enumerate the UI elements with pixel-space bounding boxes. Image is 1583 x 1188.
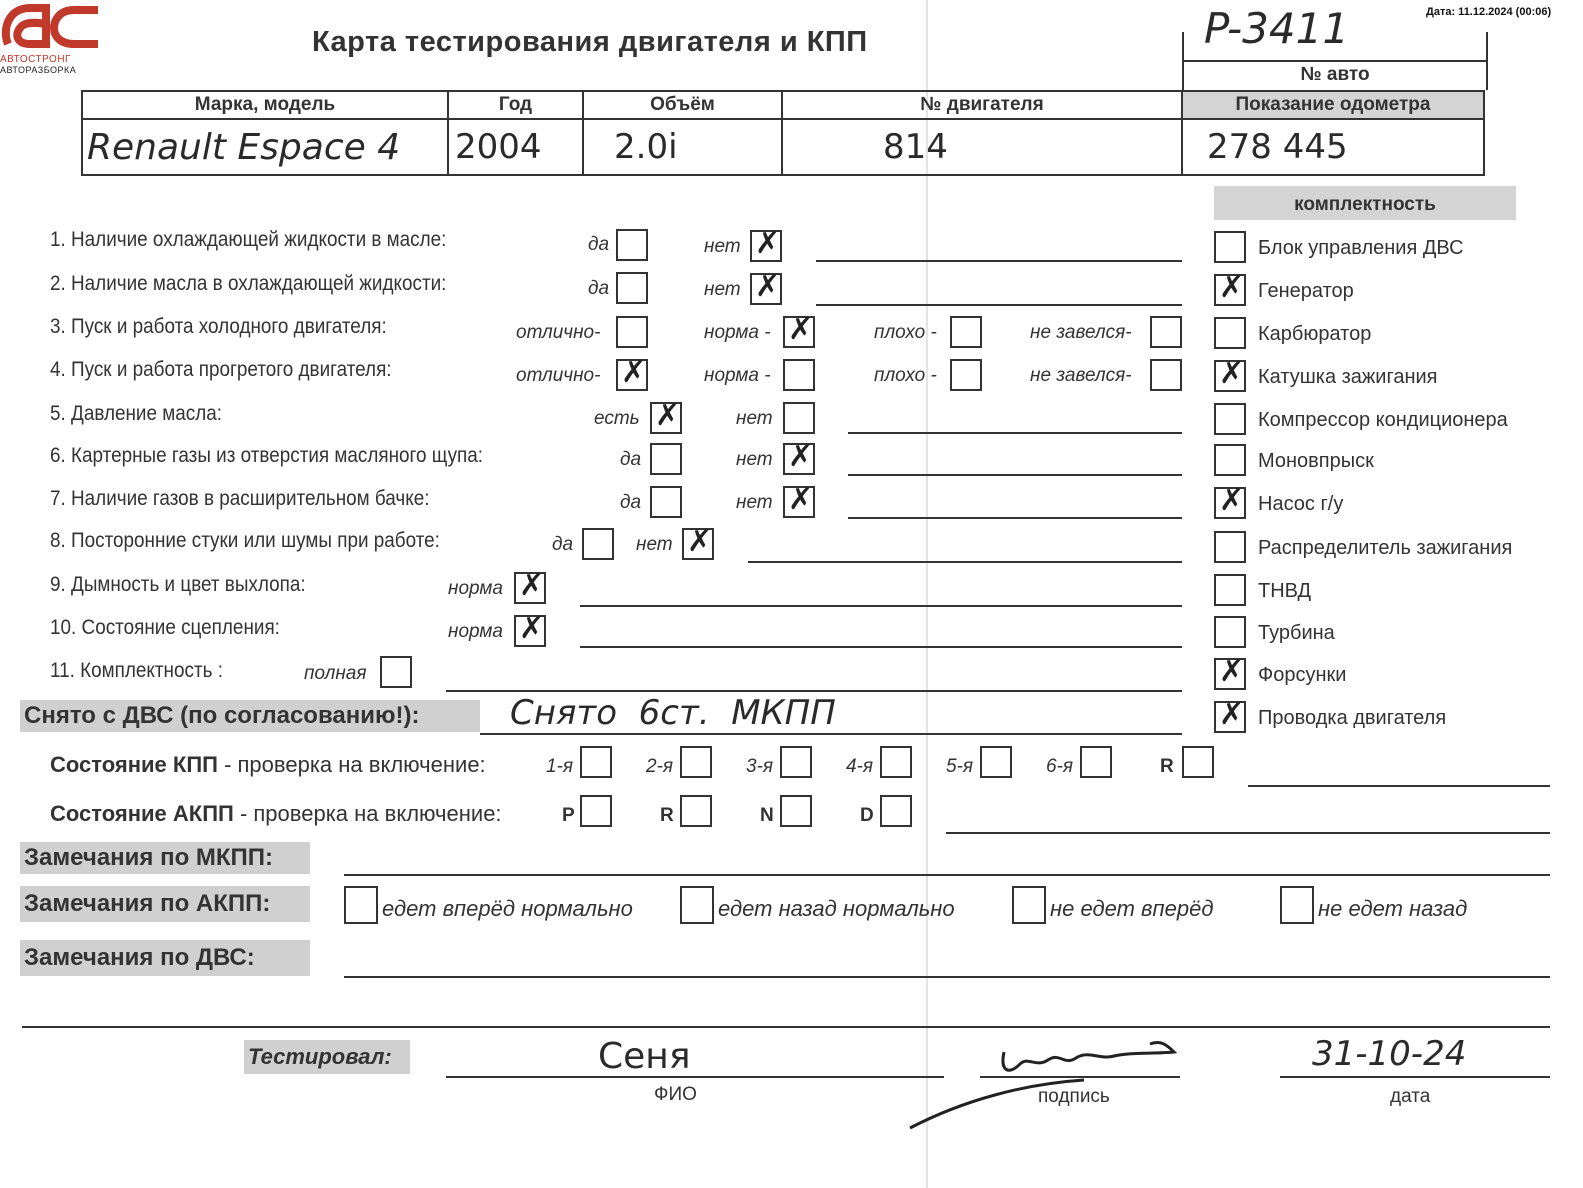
kpp-gear-6-checkbox[interactable]	[1080, 746, 1112, 778]
comp-injectors-label: Форсунки	[1258, 664, 1347, 686]
q8-opt-yes: да	[552, 534, 574, 555]
comp-ac-compressor-label: Компрессор кондиционера	[1258, 409, 1508, 431]
comp-generator-checkbox[interactable]	[1214, 274, 1246, 306]
akpp-forward-ok-checkbox[interactable]	[344, 886, 378, 924]
signature-image	[904, 1030, 1184, 1134]
q2-no-checkbox[interactable]	[750, 273, 782, 305]
tested-name-line	[446, 1076, 944, 1078]
q3-normal-checkbox[interactable]	[783, 316, 815, 348]
comp-generator-label: Генератор	[1258, 280, 1354, 302]
q11-note-line	[446, 690, 1182, 692]
q1-opt-no: нет	[704, 236, 741, 257]
q3-no-start-checkbox[interactable]	[1150, 316, 1182, 348]
q4-opt-bad: плохо -	[874, 365, 937, 386]
remarks-mkpp-label: Замечания по МКПП:	[20, 842, 310, 874]
q4-excellent-checkbox[interactable]	[616, 359, 648, 391]
question-1: 1. Наличие охлаждающей жидкости в масле:	[50, 228, 447, 251]
caption-date: дата	[1390, 1086, 1431, 1107]
header-odometer: Показание одометра	[1182, 91, 1484, 119]
q1-yes-checkbox[interactable]	[616, 229, 648, 261]
tested-label: Тестировал:	[244, 1040, 410, 1074]
akpp-mode-n-label: N	[760, 805, 774, 826]
akpp-mode-r-label: R	[660, 805, 674, 826]
akpp-mode-p-label: P	[562, 805, 575, 826]
header-model: Марка, модель	[82, 91, 448, 119]
q4-opt-excellent: отлично-	[516, 365, 601, 386]
kpp-gear-3-checkbox[interactable]	[780, 746, 812, 778]
remarks-extra-line	[22, 1026, 1550, 1028]
kpp-gear-6-label: 6-я	[1046, 756, 1074, 777]
comp-carburetor-checkbox[interactable]	[1214, 317, 1246, 349]
comp-ignition-coil-checkbox[interactable]	[1214, 360, 1246, 392]
akpp-mode-p-checkbox[interactable]	[580, 795, 612, 827]
q6-opt-yes: да	[620, 449, 642, 470]
tested-sign-line	[980, 1076, 1180, 1078]
q7-yes-checkbox[interactable]	[650, 486, 682, 518]
akpp-forward-ok-label: едет вперёд нормально	[382, 896, 633, 921]
question-2: 2. Наличие масла в охлаждающей жидкости:	[50, 272, 447, 295]
kpp-gear-5-label: 5-я	[946, 756, 974, 777]
question-9: 9. Дымность и цвет выхлопа:	[50, 573, 306, 596]
question-10: 10. Состояние сцепления:	[50, 616, 280, 639]
volume-value: 2.0i	[583, 119, 782, 175]
akpp-mode-n-checkbox[interactable]	[780, 795, 812, 827]
q7-opt-yes: да	[620, 492, 642, 513]
tested-date-line	[1280, 1076, 1550, 1078]
year-value: 2004	[448, 119, 583, 175]
comp-tnvd-label: ТНВД	[1258, 580, 1312, 602]
q1-opt-yes: да	[588, 234, 610, 255]
remarks-dvs-label: Замечания по ДВС:	[20, 940, 310, 976]
akpp-note-line	[946, 832, 1550, 834]
akpp-no-forward-label: не едет вперёд	[1050, 896, 1214, 921]
vehicle-table	[81, 90, 1485, 176]
q6-yes-checkbox[interactable]	[650, 443, 682, 475]
comp-ps-pump-label: Насос г/у	[1258, 493, 1344, 515]
kpp-label: Состояние КПП - проверка на включение:	[50, 752, 486, 777]
kpp-gear-2-checkbox[interactable]	[680, 746, 712, 778]
kpp-gear-2-label: 2-я	[646, 756, 674, 777]
q3-opt-excellent: отлично-	[516, 322, 601, 343]
kpp-gear-5-checkbox[interactable]	[980, 746, 1012, 778]
q2-note-line	[816, 304, 1182, 306]
paper-fold-line	[926, 0, 928, 1188]
comp-wiring-label: Проводка двигателя	[1258, 707, 1447, 729]
question-11: 11. Комплектность :	[50, 659, 223, 682]
comp-ecu-checkbox[interactable]	[1214, 231, 1246, 263]
q4-bad-checkbox[interactable]	[950, 359, 982, 391]
comp-carburetor-label: Карбюратор	[1258, 323, 1372, 345]
q6-opt-no: нет	[736, 449, 773, 470]
kpp-gear-r-label: R	[1160, 756, 1174, 777]
q5-no-checkbox[interactable]	[783, 402, 815, 434]
remarks-dvs-line	[344, 976, 1550, 978]
q7-no-checkbox[interactable]	[783, 486, 815, 518]
akpp-no-back-checkbox[interactable]	[1280, 886, 1314, 924]
removed-value: Снято 6ст. МКПП	[510, 693, 836, 733]
q2-yes-checkbox[interactable]	[616, 272, 648, 304]
q9-normal-checkbox[interactable]	[514, 572, 546, 604]
remarks-mkpp-line	[344, 874, 1550, 876]
comp-monoinjection-checkbox[interactable]	[1214, 444, 1246, 476]
q4-no-start-checkbox[interactable]	[1150, 359, 1182, 391]
company-logo-text: АВТОСТРОНГ АВТОРАЗБОРКА	[0, 54, 77, 75]
kpp-gear-r-checkbox[interactable]	[1182, 746, 1214, 778]
question-8: 8. Посторонние стуки или шумы при работе:	[50, 529, 440, 552]
comp-ecu-label: Блок управления ДВС	[1258, 237, 1464, 259]
akpp-mode-r-checkbox[interactable]	[680, 795, 712, 827]
model-value: Renault Espace 4	[82, 119, 448, 175]
question-3: 3. Пуск и работа холодного двигателя:	[50, 315, 387, 338]
engine-value: 814	[782, 119, 1182, 175]
kpp-gear-4-checkbox[interactable]	[880, 746, 912, 778]
header-year: Год	[448, 91, 583, 119]
auto-number-box	[1182, 4, 1488, 90]
q5-opt-yes: есть	[594, 408, 640, 429]
completeness-header: комплектность	[1214, 186, 1516, 220]
q11-opt-full: полная	[304, 663, 367, 684]
question-5: 5. Давление масла:	[50, 402, 222, 425]
q7-opt-no: нет	[736, 492, 773, 513]
question-7: 7. Наличие газов в расширительном бачке:	[50, 487, 430, 510]
q5-note-line	[848, 432, 1182, 434]
q10-normal-checkbox[interactable]	[514, 615, 546, 647]
akpp-mode-d-checkbox[interactable]	[880, 795, 912, 827]
auto-number-value: P-3411	[1204, 4, 1350, 53]
company-logo	[0, 0, 104, 56]
comp-injectors-checkbox[interactable]	[1214, 658, 1246, 690]
q1-no-checkbox[interactable]	[750, 230, 782, 262]
kpp-note-line	[1248, 785, 1550, 787]
akpp-label: Состояние АКПП - проверка на включение:	[50, 801, 502, 826]
akpp-back-ok-label: едет назад нормально	[718, 896, 955, 921]
kpp-gear-3-label: 3-я	[746, 756, 774, 777]
caption-name: ФИО	[654, 1084, 697, 1105]
q3-excellent-checkbox[interactable]	[616, 316, 648, 348]
remarks-akpp-label: Замечания по АКПП:	[20, 886, 310, 922]
comp-ps-pump-checkbox[interactable]	[1214, 487, 1246, 519]
q9-note-line	[580, 605, 1182, 607]
odometer-value: 278 445	[1182, 119, 1484, 175]
comp-distributor-checkbox[interactable]	[1214, 531, 1246, 563]
tested-date: 31-10-24	[1312, 1034, 1467, 1074]
comp-turbo-checkbox[interactable]	[1214, 616, 1246, 648]
comp-tnvd-checkbox[interactable]	[1214, 574, 1246, 606]
removed-label: Снято с ДВС (по согласованию!):	[20, 700, 480, 732]
q8-yes-checkbox[interactable]	[582, 528, 614, 560]
removed-note-line	[480, 733, 1182, 735]
comp-turbo-label: Турбина	[1258, 622, 1335, 644]
q5-yes-checkbox[interactable]	[650, 402, 682, 434]
akpp-no-back-label: не едет назад	[1318, 896, 1468, 921]
kpp-gear-1-checkbox[interactable]	[580, 746, 612, 778]
q10-note-line	[580, 646, 1182, 648]
comp-distributor-label: Распределитель зажигания	[1258, 537, 1513, 559]
kpp-gear-4-label: 4-я	[846, 756, 874, 777]
akpp-no-forward-checkbox[interactable]	[1012, 886, 1046, 924]
comp-wiring-checkbox[interactable]	[1214, 701, 1246, 733]
header-volume: Объём	[583, 91, 782, 119]
q11-full-checkbox[interactable]	[380, 656, 412, 688]
q4-normal-checkbox[interactable]	[783, 359, 815, 391]
comp-ac-compressor-checkbox[interactable]	[1214, 403, 1246, 435]
q10-opt-normal: норма	[448, 621, 503, 642]
q2-opt-yes: да	[588, 278, 610, 299]
comp-monoinjection-label: Моновпрыск	[1258, 450, 1374, 472]
q8-opt-no: нет	[636, 534, 673, 555]
q6-no-checkbox[interactable]	[783, 443, 815, 475]
auto-number-label: № авто	[1300, 64, 1370, 85]
q4-opt-normal: норма -	[704, 365, 771, 386]
q7-note-line	[848, 517, 1182, 519]
header-engine: № двигателя	[782, 91, 1182, 119]
q4-opt-no-start: не завелся-	[1030, 365, 1132, 386]
q3-opt-no-start: не завелся-	[1030, 322, 1132, 343]
question-4: 4. Пуск и работа прогретого двигателя:	[50, 358, 392, 381]
q3-opt-bad: плохо -	[874, 322, 937, 343]
tested-name: Сеня	[598, 1036, 691, 1077]
q9-opt-normal: норма	[448, 578, 503, 599]
q6-note-line	[848, 474, 1182, 476]
q1-note-line	[816, 260, 1182, 262]
akpp-mode-d-label: D	[860, 805, 874, 826]
print-date: Дата: 11.12.2024 (00:06)	[1426, 6, 1552, 18]
q8-no-checkbox[interactable]	[682, 528, 714, 560]
kpp-gear-1-label: 1-я	[546, 756, 574, 777]
akpp-back-ok-checkbox[interactable]	[680, 886, 714, 924]
caption-sign: подпись	[1038, 1086, 1110, 1107]
q8-note-line	[748, 561, 1182, 563]
q3-opt-normal: норма -	[704, 322, 771, 343]
q2-opt-no: нет	[704, 279, 741, 300]
comp-ignition-coil-label: Катушка зажигания	[1258, 366, 1438, 388]
form-title: Карта тестирования двигателя и КПП	[312, 26, 868, 58]
q3-bad-checkbox[interactable]	[950, 316, 982, 348]
question-6: 6. Картерные газы из отверстия масляного щупа:	[50, 444, 484, 467]
q5-opt-no: нет	[736, 408, 773, 429]
